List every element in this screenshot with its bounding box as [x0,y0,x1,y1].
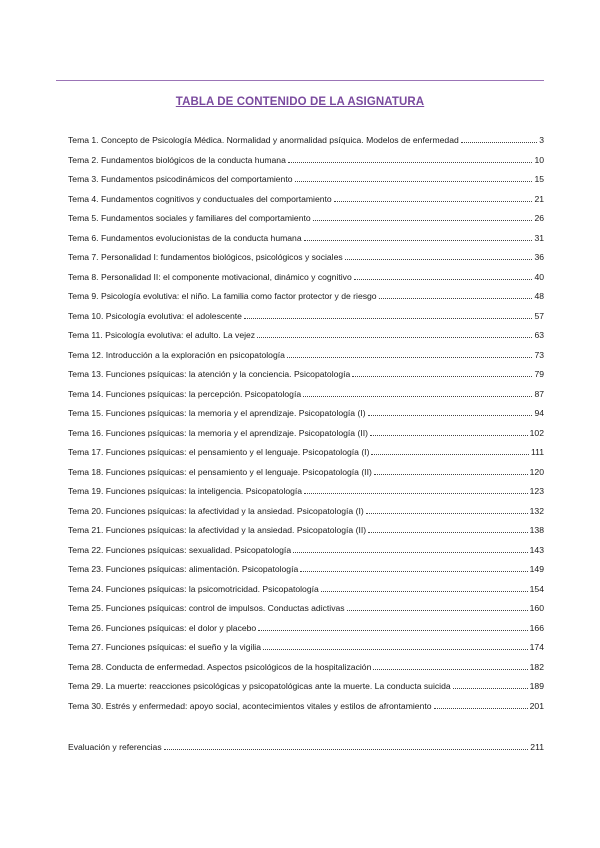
toc-entry-label: Tema 26. Funciones psíquicas: el dolor y placebo [68,622,257,633]
toc-entry-label: Tema 27. Funciones psíquicas: el sueño y la vigilia [68,642,261,652]
dot-leader [366,513,528,514]
toc-entry-page: 36 [534,252,544,262]
toc-entry-label: Tema 25. Funciones psíquicas: control de impulsos. Conductas adictivas [68,603,345,613]
dot-leader [371,454,529,455]
toc-entry-page: 166 [529,622,544,633]
dot-leader [164,749,529,750]
dot-leader [461,142,537,143]
toc-entry[interactable] [68,209,544,229]
toc-entry-label: Tema 23. Funciones psíquicas: alimentación. Psicopatología [68,564,299,574]
toc-entry-page: 189 [529,681,544,691]
toc-title: TABLA DE CONTENIDO DE LA ASIGNATURA [175,96,425,108]
dot-leader [304,493,528,494]
toc-entry-label: Tema 7. Personalidad I: fundamentos biológicos, psicológicos y sociales [68,252,343,262]
toc-entry[interactable] [68,541,544,561]
toc-entry-label: Tema 2. Fundamentos biológicos de la conducta humana [68,154,286,165]
toc-entry[interactable] [68,385,544,405]
toc-entry-page: 15 [534,174,544,184]
toc-entry-label: Tema 30. Estrés y enfermedad: apoyo social, acontecimientos vitales y estilos de afrontamiento [68,700,432,711]
toc-entry[interactable] [68,190,544,210]
dot-leader [263,649,528,650]
toc-entry-page: 111 [530,447,544,457]
toc-entry[interactable] [68,404,544,424]
toc-entry-label: Tema 18. Funciones psíquicas: el pensamiento y el lenguaje. Psicopatología (II) [68,466,372,477]
toc-entry[interactable] [68,307,544,327]
toc-entry[interactable] [68,424,544,444]
dot-leader [334,201,533,202]
toc-entry-label: Tema 13. Funciones psíquicas: la atención y la conciencia. Psicopatología [68,369,351,379]
dot-leader [352,376,532,377]
toc-entry-page: 94 [534,408,544,418]
toc-entry-label: Tema 14. Funciones psíquicas: la percepción. Psicopatología [68,388,302,399]
toc-entry-page: 182 [529,661,544,672]
toc-entry-page: 160 [529,603,544,613]
toc-entry[interactable] [68,151,544,171]
dot-leader [379,298,533,299]
toc-entry-page: 3 [539,135,544,145]
dot-leader [303,396,532,397]
dot-leader [313,220,533,221]
toc-entry-label: Tema 8. Personalidad II: el componente motivacional, dinámico y cognitivo [68,271,352,282]
toc-entry[interactable] [68,502,544,522]
toc-entry-label: Tema 1. Concepto de Psicología Médica. Normalidad y anormalidad psíquica. Modelos de enfermedad [68,135,459,145]
toc-entry-label: Tema 28. Conducta de enfermedad. Aspectos psicológicos de la hospitalización [68,661,372,672]
toc-entry-label: Tema 11. Psicología evolutiva: el adulto. La vejez [68,330,256,340]
toc-entry[interactable] [68,599,544,619]
toc-entry-page: 79 [534,369,544,379]
toc-entry[interactable] [68,482,544,502]
dot-leader [354,279,533,280]
dot-leader [368,532,528,533]
dot-leader [293,552,528,553]
toc-entry-page: 123 [529,486,544,496]
toc-entry[interactable] [68,229,544,249]
toc-entry-page: 21 [534,193,544,204]
toc-entry[interactable] [68,326,544,346]
toc-entry-label: Tema 20. Funciones psíquicas: la afectividad y la ansiedad. Psicopatología (I) [68,505,364,516]
dot-leader [345,259,533,260]
toc-entry-page: 73 [534,349,544,360]
dot-leader [300,571,527,572]
toc-entry-page: 48 [534,291,544,301]
toc-entry-label: Tema 29. La muerte: reacciones psicológicas y psicopatológicas ante la muerte. La conducta suicida [68,681,451,691]
toc-entry-page: 149 [529,564,544,574]
toc-entry[interactable] [68,697,544,717]
toc-entry-label: Tema 9. Psicología evolutiva: el niño. La familia como factor protector y de riesgo [68,291,377,301]
toc-entry[interactable] [68,131,544,151]
header-divider [56,80,544,81]
dot-leader [287,357,533,358]
dot-leader [347,610,528,611]
toc-entry-page: 201 [529,700,544,711]
toc-entry-page: 174 [529,642,544,652]
toc-entry-label: Tema 15. Funciones psíquicas: la memoria y el aprendizaje. Psicopatología (I) [68,408,366,418]
toc-entry-label: Tema 6. Fundamentos evolucionistas de la conducta humana [68,232,302,243]
toc-entry[interactable] [68,287,544,307]
dot-leader [453,688,528,689]
toc-entry[interactable] [68,346,544,366]
toc-entry[interactable] [68,658,544,678]
toc-entry-label: Tema 16. Funciones psíquicas: la memoria y el aprendizaje. Psicopatología (II) [68,427,368,438]
dot-leader [434,708,528,709]
toc-entry-page: 57 [534,310,544,321]
toc-entry-page: 40 [534,271,544,282]
dot-leader [288,162,533,163]
toc-entry-label: Tema 12. Introducción a la exploración en psicopatología [68,349,285,360]
toc-entry[interactable] [68,580,544,600]
toc-entry-label: Tema 10. Psicología evolutiva: el adolescente [68,310,242,321]
toc-entry-page: 102 [529,427,544,438]
toc-entry[interactable] [68,560,544,580]
dot-leader [295,181,533,182]
toc-entry[interactable] [68,677,544,697]
toc-entry[interactable] [68,365,544,385]
toc-entry-page: 31 [534,232,544,243]
toc-entry[interactable] [68,619,544,639]
toc-entry[interactable] [68,248,544,268]
dot-leader [258,630,527,631]
toc-entry-label: Evaluación y referencias [68,742,162,752]
dot-leader [321,591,528,592]
dot-leader [370,435,528,436]
dot-leader [257,337,532,338]
toc-entry-label: Tema 17. Funciones psíquicas: el pensamiento y el lenguaje. Psicopatología (I) [68,447,370,457]
toc-entry-evaluacion[interactable] [68,738,544,758]
toc-entry-label: Tema 19. Funciones psíquicas: la inteligencia. Psicopatología [68,486,303,496]
toc-entry-page: 10 [534,154,544,165]
toc-entry[interactable] [68,170,544,190]
toc-entry-label: Tema 3. Fundamentos psicodinámicos del comportamiento [68,174,293,184]
toc-entry-page: 26 [534,213,544,223]
toc-entry-label: Tema 22. Funciones psíquicas: sexualidad. Psicopatología [68,544,292,555]
dot-leader [244,318,533,319]
toc-entry-page: 63 [534,330,544,340]
dot-leader [304,240,533,241]
toc-entry-page: 120 [529,466,544,477]
toc-entry-label: Tema 21. Funciones psíquicas: la afectividad y la ansiedad. Psicopatología (II) [68,525,367,535]
toc-entry[interactable] [68,443,544,463]
toc-entry-label: Tema 5. Fundamentos sociales y familiares del comportamiento [68,213,311,223]
toc-entry[interactable] [68,268,544,288]
dot-leader [373,669,527,670]
toc-entry-page: 132 [529,505,544,516]
toc-entry-page: 143 [529,544,544,555]
toc-entry-page: 138 [529,525,544,535]
dot-leader [368,415,533,416]
table-of-contents [68,131,544,716]
toc-entry-label: Tema 24. Funciones psíquicas: la psicomotricidad. Psicopatología [68,583,319,594]
toc-entry-page: 154 [529,583,544,594]
toc-entry-page: 211 [530,742,544,752]
toc-entry-label: Tema 4. Fundamentos cognitivos y conductuales del comportamiento [68,193,332,204]
toc-entry[interactable] [68,463,544,483]
toc-entry[interactable] [68,638,544,658]
toc-entry-page: 87 [534,388,544,399]
dot-leader [374,474,528,475]
toc-entry[interactable] [68,521,544,541]
